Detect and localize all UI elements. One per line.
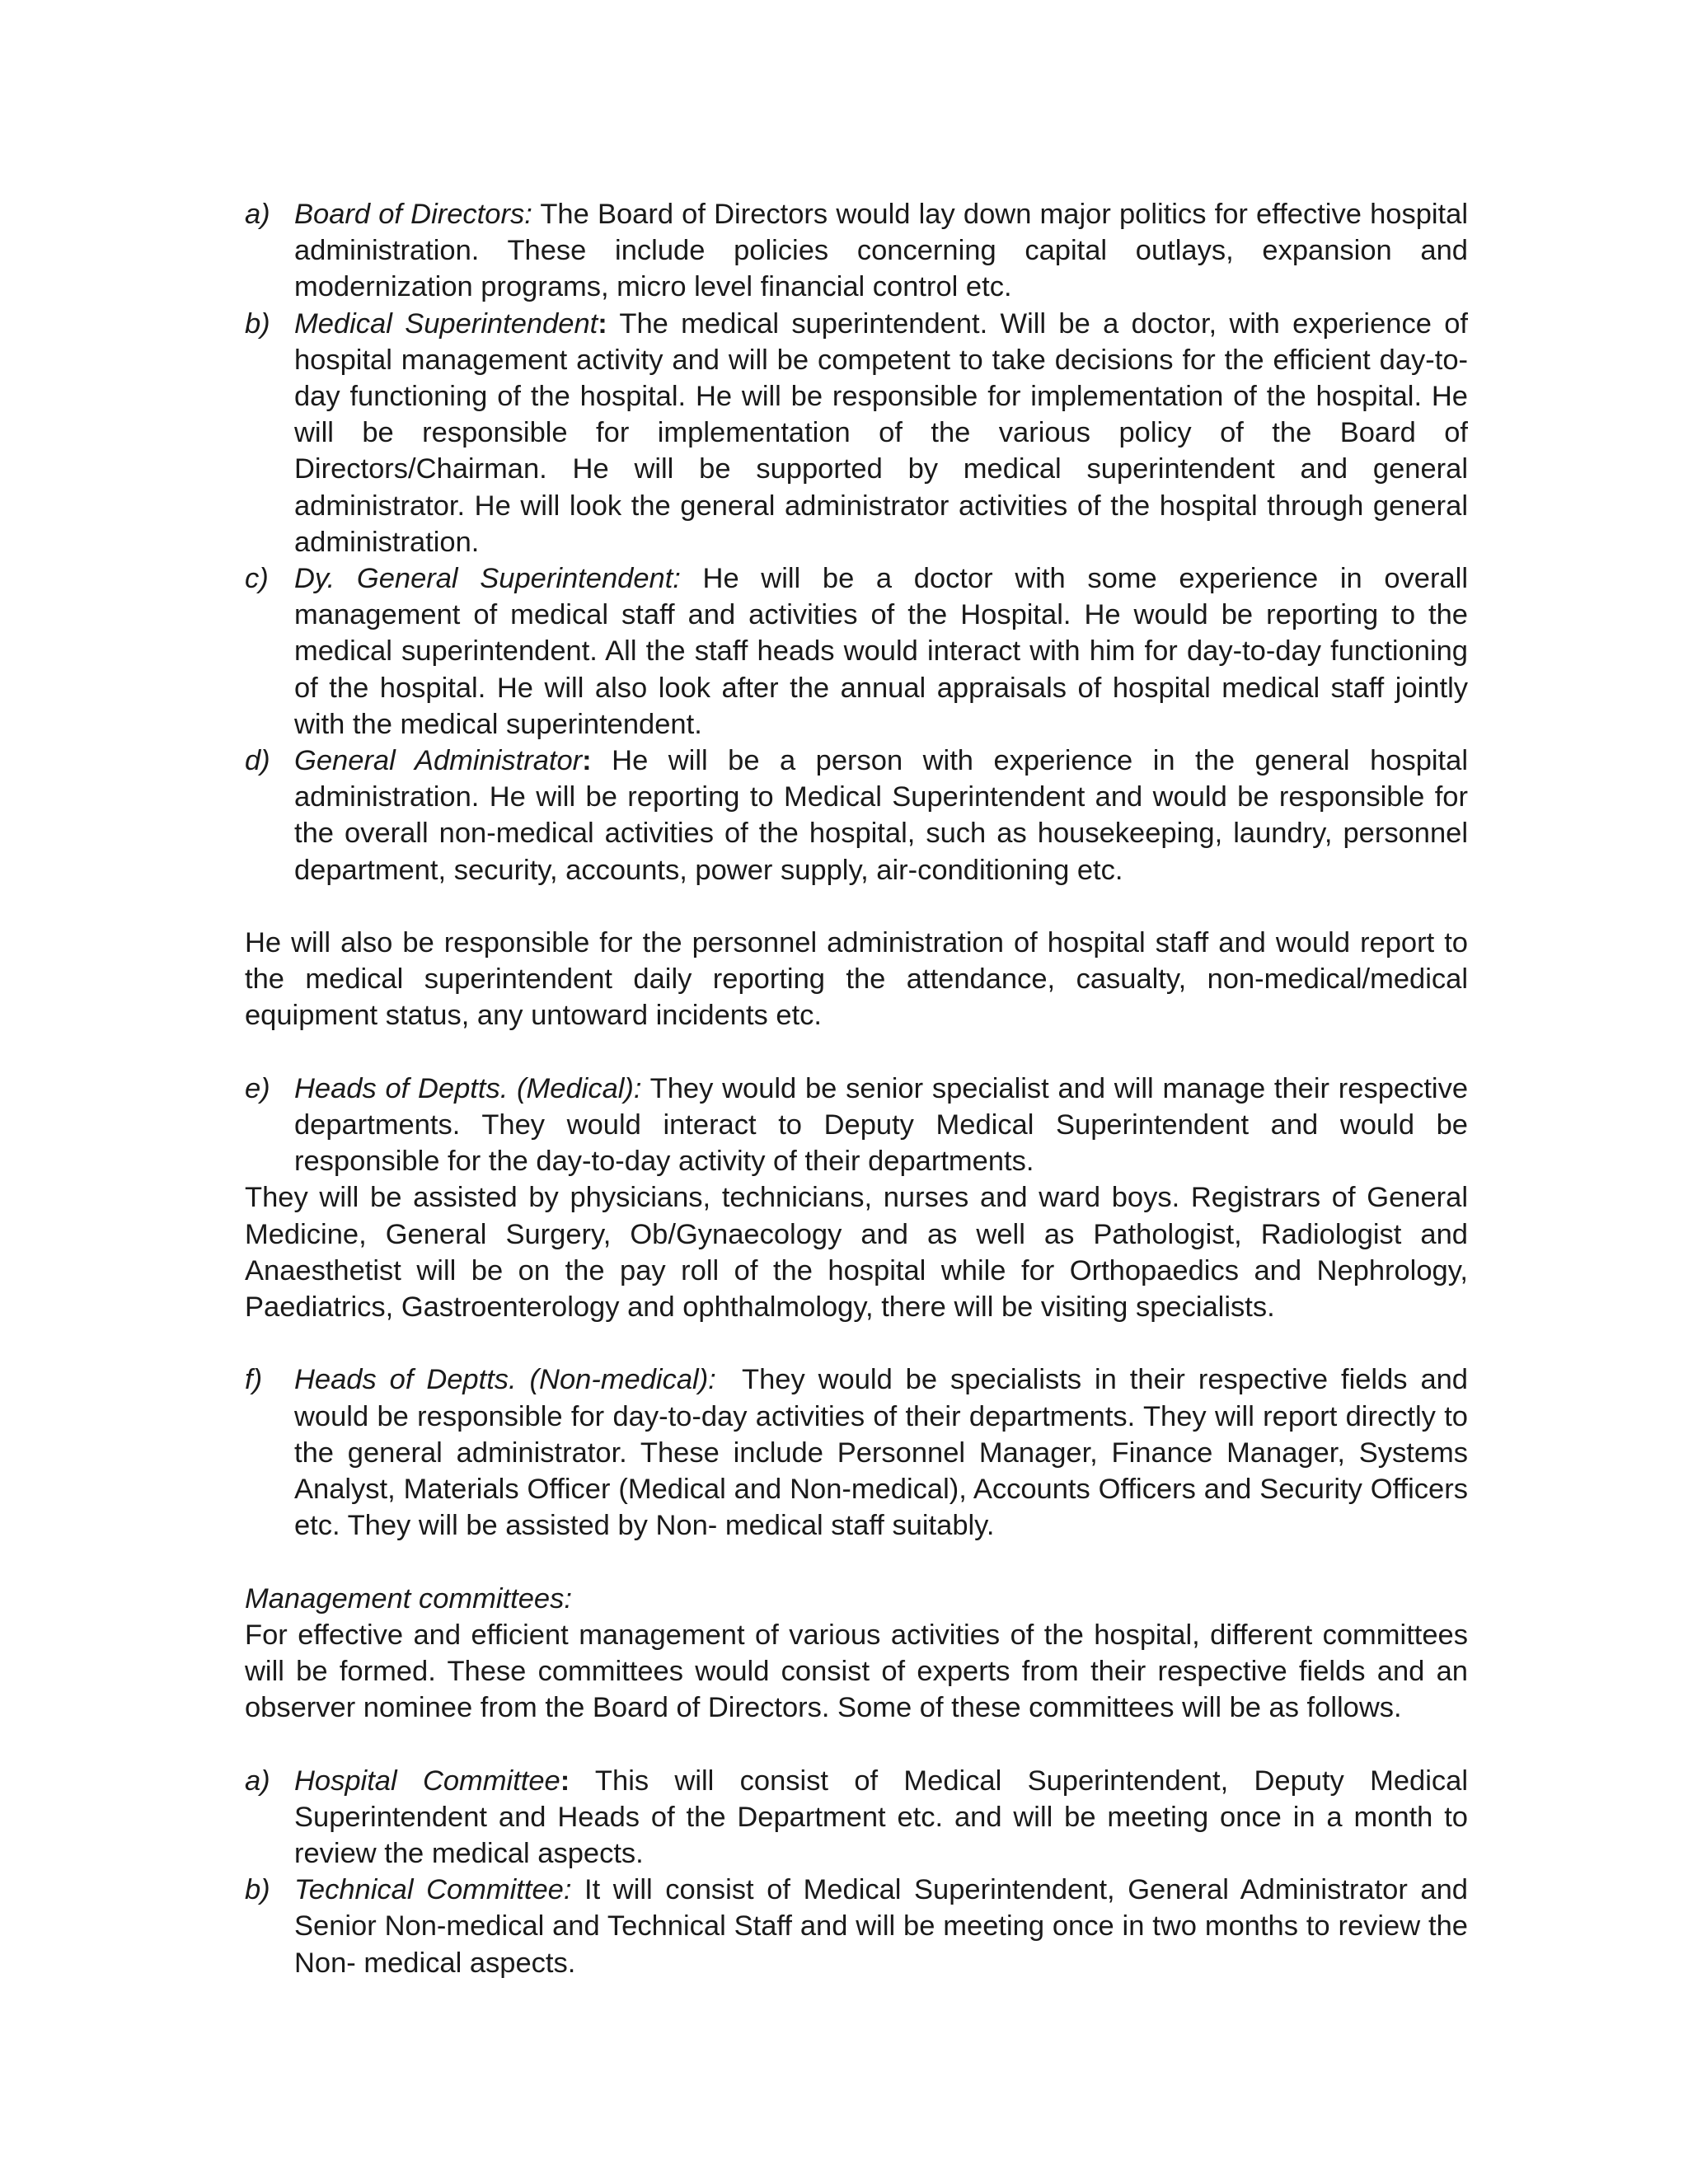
paragraph-personnel-administration: He will also be responsible for the personnel administration of hospital staff and would report to the medical superintendent daily reporting the attendance, casualty, non-medical/medical equipment status, any untoward incidents etc. [245,927,1468,1032]
bold-colon: : [598,307,607,340]
list-marker: e) [245,1072,270,1104]
list-marker: b) [245,307,270,340]
list-marker: f) [245,1364,263,1396]
term-heads-medical: Heads of Deptts. (Medical): [294,1072,642,1104]
list-marker: c) [245,563,269,595]
list-marker: a) [245,1765,270,1797]
list-item-heads-non-medical [245,1361,1476,1544]
list-marker: a) [245,199,270,230]
bold-colon: : [582,745,592,777]
item-text: They would be senior specialist and will manage their respective departments. They would interact to Deputy Medical Superintendent and would be responsible for the day-to-day activity of their departments. [294,1072,1469,1178]
term-board-of-directors: Board of Directors: [294,199,532,230]
item-text: The medical superintendent. Will be a doctor, with experience of hospital management activity and will be competent to take decisions for the efficient day-to-day functioning of the hospital. He will be responsible for implementation of the hospital. He will be responsible for implementation of the various policy of the Board of Directors/Chairman. He will be supported by medical superintendent and general administrator. He will look the general administrator activities of the hospital through general administration. [294,307,1468,558]
item-text: He will be a doctor with some experience in overall management of medical staff and activities of the Hospital. He would be reporting to the medical superintendent. All the staff heads would interact with him for day-to-day functioning of the hospital. He will also look after the annual appraisals of hospital medical staff jointly with the medical superintendent. [294,563,1468,740]
item-text: This will consist of Medical Superintendent, Deputy Medical Superintendent and Heads of the Department etc. and will be meeting once in a month to review the medical aspects. [294,1765,1468,1870]
paragraph-assisted-by: They will be assisted by physicians, technicians, nurses and ward boys. Registrars of General Medicine, General Surgery, Ob/Gynaecology and as well as Pathologist, Radiologist and Anaesthetist will be on the pay roll of the hospital while for Orthopaedics and Nephrology, Paediatrics, Gastroenterology and ophthalmology, there will be visiting specialists. [245,1182,1468,1324]
item-text: He will be a person with experience in the general hospital administration. He will be reporting to Medical Superintendent and would be responsible for the overall non-medical activities of the hospital, such as housekeeping, laundry, personnel department, security, accounts, power supply, air-conditioning etc. [294,745,1468,886]
list-marker: b) [245,1874,270,1906]
list-item-hospital-committee [245,1763,1468,1872]
list-item-board-of-directors [245,196,1468,306]
list-item-medical-superintendent [245,306,1468,560]
paragraph-committees-intro: For effective and efficient management of various activities of the hospital, different committees will be formed. These committees would consist of experts from their respective fields and an observer nominee from the Board of Directors. Some of these committees will be as follows. [245,1619,1468,1724]
list-item-heads-medical [245,1071,1468,1180]
term-general-administrator: General Administrator [294,745,583,777]
term-medical-superintendent: Medical Superintendent [294,307,598,340]
bold-colon: : [560,1765,570,1797]
list-item-dy-general-superintendent [245,560,1468,743]
list-marker: d) [245,745,270,777]
list-item-general-administrator [245,743,1468,888]
term-technical-committee: Technical Committee: [294,1874,572,1906]
management-committees-heading: Management committees: [245,1582,572,1615]
list-item-technical-committee [245,1872,1468,1981]
item-text: The Board of Directors would lay down major politics for effective hospital administration. These include policies concerning capital outlays, expansion and modernization programs, micro level financial control etc. [294,199,1468,303]
document-page [245,196,1476,1981]
term-dy-general-superintendent: Dy. General Superintendent: [294,563,681,595]
item-text: It will consist of Medical Superintendent, General Administrator and Senior Non-medical and Technical Staff and will be meeting once in two months to review the Non- medical aspects. [294,1874,1468,1979]
term-hospital-committee: Hospital Committee [294,1765,560,1797]
term-heads-non-medical: Heads of Deptts. (Non-medical): [294,1364,716,1396]
item-text: They would be specialists in their respective fields and would be responsible for day-to-day activities of their departments. They will report directly to the general administrator. These include Personnel Manager, Finance Manager, Systems Analyst, Materials Officer (Medical and Non-medical), Accounts Officers and Security Officers etc. They will be assisted by Non- medical staff suitably. [294,1364,1476,1542]
